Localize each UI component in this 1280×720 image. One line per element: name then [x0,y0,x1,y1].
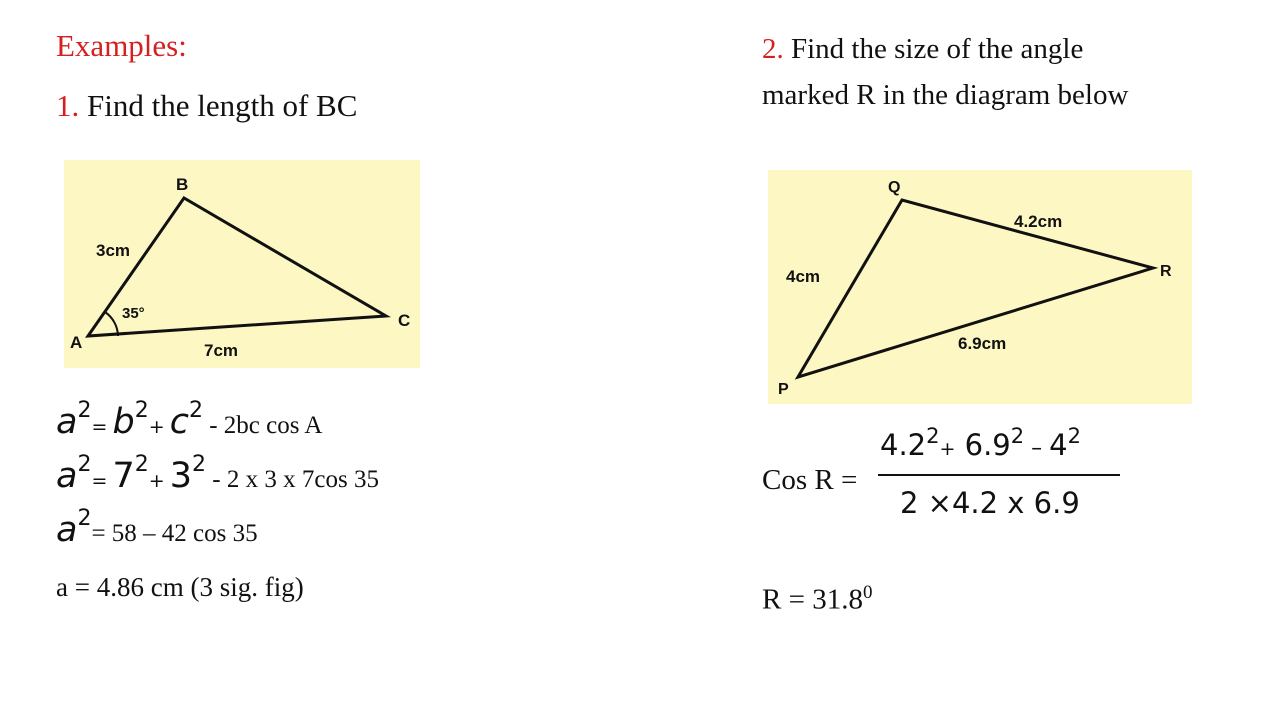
fraction-bar [878,474,1120,476]
var-b: b [112,402,135,442]
var-a: a [56,456,78,496]
question-1 [56,88,357,124]
triangle-abc-diagram [64,160,420,368]
exponent: 2 [192,452,207,477]
answer-2-text: R = 31.8 [762,583,863,616]
vertex-c-label: C [398,311,411,330]
side-pr-label: 6.9cm [958,334,1007,353]
exponent: 2 [1067,424,1081,448]
term: 6.9 [955,428,1011,462]
value-7: 7 [112,456,135,496]
angle-a-label: 35° [122,305,145,322]
exponent: 2 [77,398,92,423]
diagram-background [768,170,1192,404]
formula-line-1 [56,398,323,442]
vertex-r-label: R [1160,263,1172,280]
question-2-number: 2. [762,33,784,65]
answer-2 [762,582,872,617]
exponent: 2 [134,398,149,423]
cos-r-label: Cos R = [762,464,858,496]
equals-sign: = [91,470,108,492]
answer-1: a = 4.86 cm (3 sig. fig) [56,572,304,602]
exponent: 2 [77,452,92,477]
question-1-text: Find the length of BC [87,88,358,123]
minus-sign: – [1024,436,1050,461]
vertex-q-label: Q [888,179,901,196]
vertex-p-label: P [778,381,789,398]
question-1-number: 1. [56,88,80,123]
fraction-numerator [880,424,1081,462]
triangle-pqr-diagram [768,170,1192,404]
diagram-background [64,160,420,368]
exponent: 2 [77,506,92,531]
plus-sign: + [148,470,165,492]
term: 4.2 [880,428,927,462]
vertex-b-label: B [176,175,189,194]
formula-line-2 [56,452,379,496]
side-ac-label: 7cm [204,341,239,360]
equals-sign: = [91,416,108,438]
var-a: a [56,510,78,550]
triangle-pqr-svg [768,170,1192,404]
plus-sign: + [148,416,165,438]
exponent: 2 [188,398,203,423]
exponent: 2 [926,424,940,448]
degree-superscript: 0 [862,582,873,603]
formula-tail: = 58 – 42 cos 35 [91,520,258,547]
vertex-a-label: A [70,333,83,352]
question-2-line-2: marked R in the diagram below [762,79,1129,111]
formula-tail: - 2bc cos A [202,412,323,439]
side-pq-label: 4cm [786,267,821,286]
formula-tail: - 2 x 3 x 7cos 35 [206,466,379,493]
var-a: a [56,402,78,442]
plus-sign: + [939,438,956,460]
value-3: 3 [169,456,193,496]
formula-line-3 [56,506,258,550]
var-c: c [169,402,189,442]
examples-heading: Examples: [56,28,187,63]
triangle-abc-svg [64,160,420,368]
term: 4 [1049,428,1068,462]
side-ab-label: 3cm [96,241,131,260]
question-2 [762,26,1128,118]
side-qr-label: 4.2cm [1014,212,1063,231]
exponent: 2 [134,452,149,477]
fraction-denominator: 2 ×4.2 x 6.9 [900,486,1080,520]
question-2-line-1: Find the size of the angle [791,33,1084,65]
exponent: 2 [1010,424,1025,448]
